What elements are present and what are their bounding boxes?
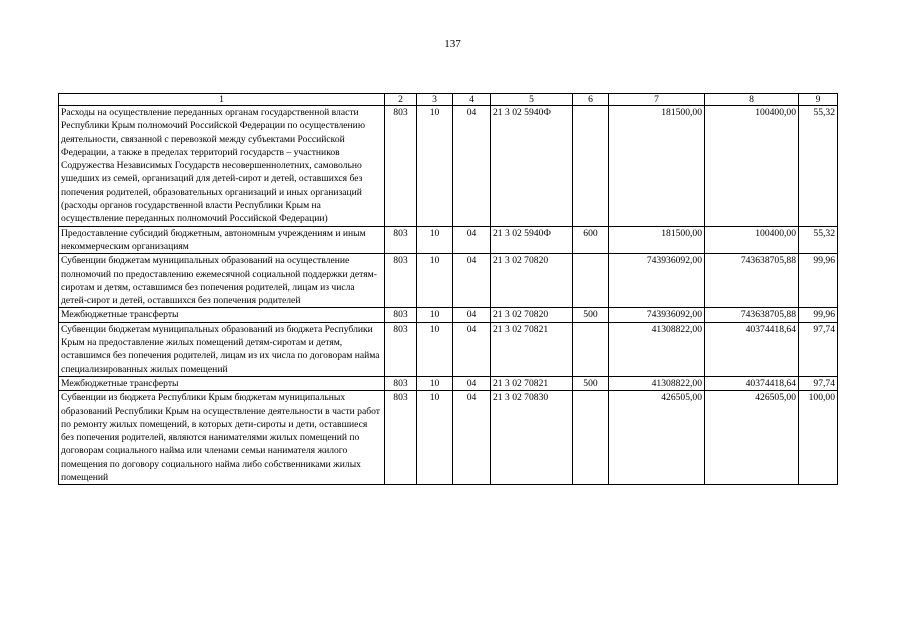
description-cell: Предоставление субсидий бюджетным, автономным учреждениям и иным некоммерческим организациям	[59, 226, 385, 254]
section-code-cell: 10	[417, 322, 453, 376]
budget-table	[58, 93, 838, 485]
expense-type-cell	[573, 106, 609, 227]
column-header: 7	[609, 94, 705, 106]
subsection-code-cell: 04	[453, 391, 491, 485]
section-code-cell: 10	[417, 254, 453, 308]
section-code-cell: 10	[417, 376, 453, 390]
description-cell: Межбюджетные трансферты	[59, 376, 385, 390]
planned-amount-cell: 426505,00	[609, 391, 705, 485]
subsection-code-cell: 04	[453, 376, 491, 390]
target-article-cell: 21 3 02 5940Ф	[491, 226, 573, 254]
planned-amount-cell: 181500,00	[609, 106, 705, 227]
subsection-code-cell: 04	[453, 106, 491, 227]
table-row	[59, 106, 838, 227]
expense-type-cell	[573, 391, 609, 485]
target-article-cell: 21 3 02 5940Ф	[491, 106, 573, 227]
target-article-cell: 21 3 02 70820	[491, 254, 573, 308]
section-code-cell: 10	[417, 391, 453, 485]
executed-amount-cell: 100400,00	[705, 226, 799, 254]
execution-percent-cell: 55,32	[799, 106, 838, 227]
expense-type-cell	[573, 322, 609, 376]
ministry-code-cell: 803	[385, 106, 417, 227]
expense-type-cell: 500	[573, 308, 609, 322]
column-header: 1	[59, 94, 385, 106]
table-body	[59, 94, 838, 485]
description-cell: Субвенции бюджетам муниципальных образований из бюджета Республики Крым на предоставление жилых помещений детям-сиротам и детям, оставшимся без попечения родителей, лицам из их числа по договорам найма специализированных жилых помещений	[59, 322, 385, 376]
column-header: 5	[491, 94, 573, 106]
executed-amount-cell: 426505,00	[705, 391, 799, 485]
planned-amount-cell: 41308822,00	[609, 376, 705, 390]
execution-percent-cell: 100,00	[799, 391, 838, 485]
planned-amount-cell: 743936092,00	[609, 308, 705, 322]
subsection-code-cell: 04	[453, 254, 491, 308]
column-header: 3	[417, 94, 453, 106]
expense-type-cell	[573, 254, 609, 308]
target-article-cell: 21 3 02 70830	[491, 391, 573, 485]
target-article-cell: 21 3 02 70821	[491, 322, 573, 376]
execution-percent-cell: 55,32	[799, 226, 838, 254]
planned-amount-cell: 181500,00	[609, 226, 705, 254]
section-code-cell: 10	[417, 106, 453, 227]
description-cell: Субвенции бюджетам муниципальных образований на осуществление полномочий по предоставлению ежемесячной социальной поддержки детям-сиротам и детям, оставшимся без попечения родителей, лицам из числа детей-сирот и детей, оставшихся без попечения родителей	[59, 254, 385, 308]
column-header: 4	[453, 94, 491, 106]
execution-percent-cell: 97,74	[799, 376, 838, 390]
table-row	[59, 254, 838, 308]
ministry-code-cell: 803	[385, 322, 417, 376]
table-row	[59, 391, 838, 485]
executed-amount-cell: 40374418,64	[705, 376, 799, 390]
executed-amount-cell: 743638705,88	[705, 254, 799, 308]
description-cell: Межбюджетные трансферты	[59, 308, 385, 322]
ministry-code-cell: 803	[385, 226, 417, 254]
executed-amount-cell: 100400,00	[705, 106, 799, 227]
description-cell: Расходы на осуществление переданных органам государственной власти Республики Крым полномочий Российской Федерации по осуществлению деятельности, связанной с перевозкой между субъектами Российской Федерации, а также в пределах территорий государств – участников Содружества Независимых Государств несовершеннолетних, самовольно ушедших из семей, организаций для детей-сирот и детей, оставшихся без попечения родителей, образовательных организаций и иных организаций (расходы органов государственной власти Республики Крым на осуществление переданных полномочий Российской Федерации)	[59, 106, 385, 227]
planned-amount-cell: 743936092,00	[609, 254, 705, 308]
planned-amount-cell: 41308822,00	[609, 322, 705, 376]
column-number-row	[59, 94, 838, 106]
section-code-cell: 10	[417, 308, 453, 322]
description-cell: Субвенции из бюджета Республики Крым бюджетам муниципальных образований Республики Крым на осуществление деятельности в части работ по ремонту жилых помещений, в которых дети-сироты и дети, оставшиеся без попечения родителей, являются нанимателями жилых помещений по договорам социального найма или членами семьи нанимателя жилого помещения по договору социального найма либо собственниками жилых помещений	[59, 391, 385, 485]
execution-percent-cell: 97,74	[799, 322, 838, 376]
executed-amount-cell: 743638705,88	[705, 308, 799, 322]
column-header: 2	[385, 94, 417, 106]
ministry-code-cell: 803	[385, 254, 417, 308]
subsection-code-cell: 04	[453, 308, 491, 322]
execution-percent-cell: 99,96	[799, 254, 838, 308]
table-row	[59, 308, 838, 322]
target-article-cell: 21 3 02 70821	[491, 376, 573, 390]
table-row	[59, 322, 838, 376]
ministry-code-cell: 803	[385, 376, 417, 390]
expense-type-cell: 600	[573, 226, 609, 254]
subsection-code-cell: 04	[453, 226, 491, 254]
execution-percent-cell: 99,96	[799, 308, 838, 322]
ministry-code-cell: 803	[385, 391, 417, 485]
column-header: 9	[799, 94, 838, 106]
subsection-code-cell: 04	[453, 322, 491, 376]
column-header: 6	[573, 94, 609, 106]
page-number: 137	[444, 38, 461, 50]
section-code-cell: 10	[417, 226, 453, 254]
table-row	[59, 226, 838, 254]
ministry-code-cell: 803	[385, 308, 417, 322]
target-article-cell: 21 3 02 70820	[491, 308, 573, 322]
table-row	[59, 376, 838, 390]
expense-type-cell: 500	[573, 376, 609, 390]
executed-amount-cell: 40374418,64	[705, 322, 799, 376]
column-header: 8	[705, 94, 799, 106]
